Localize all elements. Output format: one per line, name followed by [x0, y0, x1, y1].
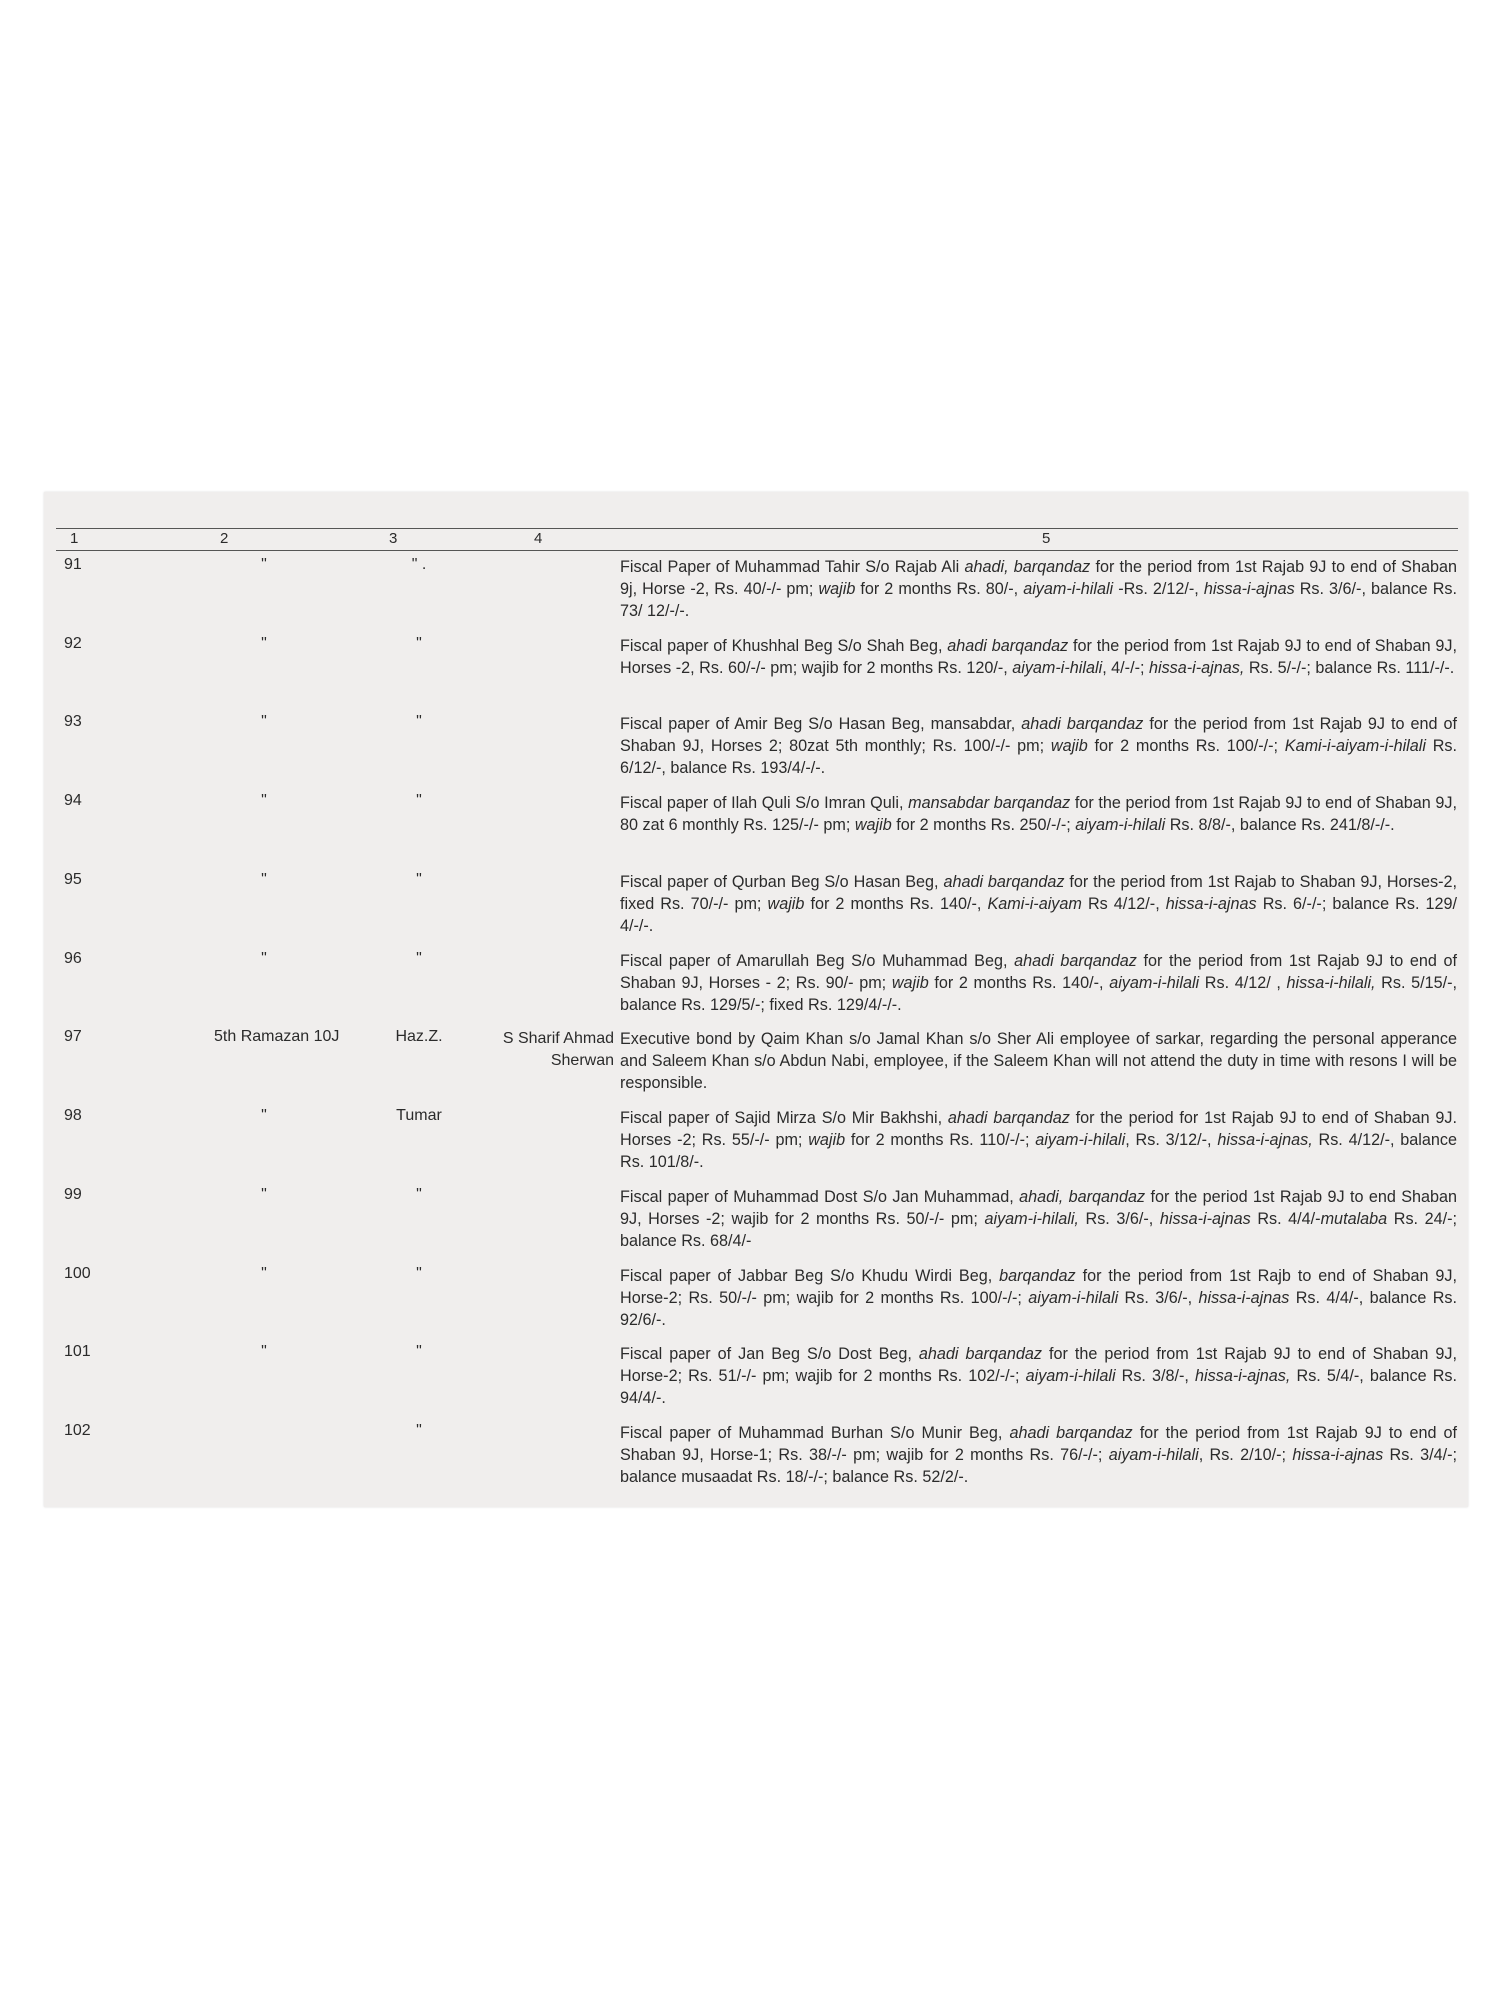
table-row — [44, 1265, 1468, 1345]
serial-number: 96 — [64, 950, 82, 967]
date-cell: 5th Ramazan 10J — [214, 1028, 340, 1045]
reference-cell: S Sharif Ahmad Sherwan — [502, 1030, 614, 1069]
description-cell: Fiscal Paper of Muhammad Tahir S/o Rajab Ali ahadi, barqandaz for the period from 1st Rajab 9J to end of Shaban 9j, Horse -2, Rs. 40/-/- pm; wajib for 2 months Rs. 80/-, aiyam-i-hilali -Rs. 2/12/-, hissa-i-ajnas Rs. 3/6/-, balance Rs. 73/ 12/-/-. — [620, 558, 1457, 620]
description-cell: Fiscal paper of Amir Beg S/o Hasan Beg, mansabdar, ahadi barqandaz for the period from 1st Rajab 9J to end of Shaban 9J, Horses 2; 80zat 5th monthly; Rs. 100/-/- pm; wajib for 2 months Rs. 100/-/-; Kami-i-aiyam-i-hilali Rs. 6/12/-, balance Rs. 193/4/-/-. — [620, 715, 1458, 777]
table-row — [44, 635, 1468, 715]
table-row — [44, 1422, 1468, 1502]
source-cell: " — [416, 713, 422, 730]
table-row — [44, 1343, 1468, 1423]
description-cell: Fiscal paper of Muhammad Burhan S/o Munir Beg, ahadi barqandaz for the period from 1st Rajab 9J to end of Shaban 9J, Horse-1; Rs. 38/-/- pm; wajib for 2 months Rs. 76/-/-; aiyam-i-hilali, Rs. 2/10/-; hissa-i-ajnas Rs. 3/4/-; balance musaadat Rs. 18/-/-; balance Rs. 52/2/-. — [620, 1424, 1458, 1486]
description-cell: Fiscal paper of Sajid Mirza S/o Mir Bakhshi, ahadi barqandaz for the period for 1st Rajab 9J to end of Shaban 9J. Horses -2; Rs. 55/-/- pm; wajib for 2 months Rs. 110/-/-; aiyam-i-hilali, Rs. 3/12/-, hissa-i-ajnas, Rs. 4/12/-, balance Rs. 101/8/-. — [620, 1109, 1458, 1171]
description-cell: Fiscal paper of Jan Beg S/o Dost Beg, ahadi barqandaz for the period from 1st Rajab 9J to end of Shaban 9J, Horse-2; Rs. 51/-/- pm; wajib for 2 months Rs. 102/-/-; aiyam-i-hilali Rs. 3/8/-, hissa-i-ajnas, Rs. 5/4/-, balance Rs. 94/4/-. — [620, 1345, 1458, 1407]
date-cell: " — [261, 871, 267, 888]
source-cell: " — [416, 1265, 422, 1282]
serial-number: 97 — [64, 1028, 82, 1045]
serial-number: 93 — [64, 713, 82, 730]
date-cell: " — [261, 713, 267, 730]
description-cell: Fiscal paper of Amarullah Beg S/o Muhammad Beg, ahadi barqandaz for the period from 1st Rajab 9J to end of Shaban 9J, Horses - 2; Rs. 90/- pm; wajib for 2 months Rs. 140/-, aiyam-i-hilali Rs. 4/12/ , hissa-i-hilali, Rs. 5/15/-, balance Rs. 129/5/-; fixed Rs. 129/4/-/-. — [620, 952, 1458, 1014]
source-cell: " — [416, 871, 422, 888]
table-row — [44, 1186, 1468, 1266]
serial-number: 94 — [64, 792, 82, 809]
column-header: 4 — [534, 530, 543, 547]
description-cell: Executive bond by Qaim Khan s/o Jamal Khan s/o Sher Ali employee of sarkar, regarding the personal apperance and Saleem Khan s/o Abdun Nabi, employee, if the Saleem Khan will not attend the duty in time with resons I will be responsible. — [620, 1030, 1457, 1092]
source-cell: Tumar — [396, 1107, 442, 1124]
date-cell: " — [261, 635, 267, 652]
header-bottom-rule — [56, 550, 1458, 551]
description-cell: Fiscal paper of Muhammad Dost S/o Jan Muhammad, ahadi, barqandaz for the period 1st Rajab 9J to end Shaban 9J, Horses -2; wajib for 2 months Rs. 50/-/- pm; aiyam-i-hilali, Rs. 3/6/-, hissa-i-ajnas Rs. 4/4/-mutalaba Rs. 24/-; balance Rs. 68/4/- — [620, 1188, 1458, 1250]
header-top-rule — [56, 528, 1458, 529]
serial-number: 92 — [64, 635, 82, 652]
source-cell: " — [416, 1343, 422, 1360]
column-header: 3 — [389, 530, 398, 547]
description-cell: Fiscal paper of Khushhal Beg S/o Shah Beg, ahadi barqandaz for the period from 1st Rajab 9J to end of Shaban 9J, Horses -2, Rs. 60/-/- pm; wajib for 2 months Rs. 120/-, aiyam-i-hilali, 4/-/-; hissa-i-ajnas, Rs. 5/-/-; balance Rs. 111/-/-. — [620, 637, 1458, 677]
date-cell: " — [261, 1107, 267, 1124]
date-cell: " — [261, 556, 267, 573]
table-row — [44, 950, 1468, 1030]
date-cell: " — [261, 792, 267, 809]
date-cell: " — [261, 1343, 267, 1360]
serial-number: 101 — [64, 1343, 91, 1360]
date-cell: " — [261, 950, 267, 967]
column-header: 1 — [70, 530, 79, 547]
scanned-page — [44, 492, 1468, 1507]
source-cell: " — [416, 635, 422, 652]
source-cell: " — [416, 1422, 422, 1439]
table-row — [44, 713, 1468, 793]
serial-number: 98 — [64, 1107, 82, 1124]
column-header: 5 — [1042, 530, 1051, 547]
source-cell: " — [416, 792, 422, 809]
source-cell: " — [416, 950, 422, 967]
source-cell: Haz.Z. — [395, 1028, 443, 1045]
table-row — [44, 792, 1468, 872]
table-row — [44, 871, 1468, 951]
source-cell: " — [416, 1186, 422, 1203]
date-cell: " — [261, 1186, 267, 1203]
serial-number: 91 — [64, 556, 82, 573]
serial-number: 102 — [64, 1422, 91, 1439]
table-row — [44, 1107, 1468, 1187]
table-row — [44, 556, 1468, 636]
source-cell: " . — [411, 556, 427, 573]
date-cell: " — [261, 1265, 267, 1282]
serial-number: 99 — [64, 1186, 82, 1203]
description-cell: Fiscal paper of Ilah Quli S/o Imran Quli, mansabdar barqandaz for the period from 1st Rajab 9J to end of Shaban 9J, 80 zat 6 monthly Rs. 125/-/- pm; wajib for 2 months Rs. 250/-/-; aiyam-i-hilali Rs. 8/8/-, balance Rs. 241/8/-/-. — [620, 794, 1457, 834]
column-header-row — [56, 530, 1456, 548]
serial-number: 95 — [64, 871, 82, 888]
serial-number: 100 — [64, 1265, 91, 1282]
description-cell: Fiscal paper of Jabbar Beg S/o Khudu Wirdi Beg, barqandaz for the period from 1st Rajb to end of Shaban 9J, Horse-2; Rs. 50/-/- pm; wajib for 2 months Rs. 100/-/-; aiyam-i-hilali Rs. 3/6/-, hissa-i-ajnas Rs. 4/4/-, balance Rs. 92/6/-. — [620, 1267, 1457, 1329]
column-header: 2 — [220, 530, 229, 547]
description-cell: Fiscal paper of Qurban Beg S/o Hasan Beg, ahadi barqandaz for the period from 1st Rajab to Shaban 9J, Horses-2, fixed Rs. 70/-/- pm; wajib for 2 months Rs. 140/-, Kami-i-aiyam Rs 4/12/-, hissa-i-ajnas Rs. 6/-/-; balance Rs. 129/ 4/-/-. — [620, 873, 1458, 935]
table-row — [44, 1028, 1468, 1108]
